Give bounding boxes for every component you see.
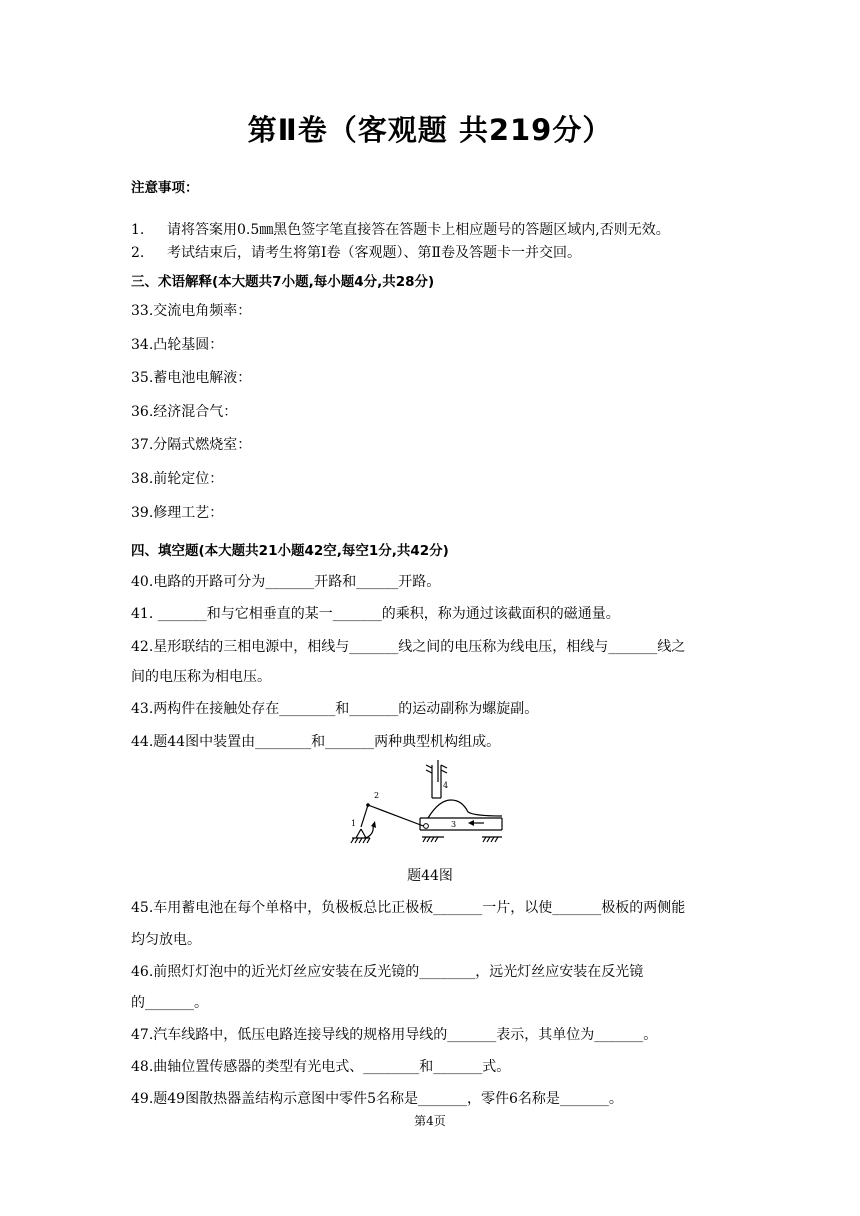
page-number: 第4页 <box>414 1114 446 1128</box>
question-47: 47.汽车线路中，低压电路连接导线的规格用导线的_______表示，其单位为_______。 <box>131 1027 658 1043</box>
question-43: 43.两构件在接触处存在________和_______的运动副称为螺旋副。 <box>131 701 539 717</box>
page-title: 第Ⅱ卷（客观题 共219分） <box>247 113 613 147</box>
figure-44-caption: 题44图 <box>407 868 453 884</box>
figure-44-mechanism-diagram <box>344 760 514 846</box>
figure-label-3: 3 <box>451 820 457 829</box>
question-36: 36.经济混合气： <box>131 404 238 420</box>
question-37: 37.分隔式燃烧室： <box>131 437 252 453</box>
question-42-continued: 间的电压称为相电压。 <box>131 669 271 685</box>
section-3-heading: 三、术语解释(本大题共7小题,每小题4分,共28分) <box>131 274 435 290</box>
question-34: 34.凸轮基圆： <box>131 337 224 353</box>
question-41: 41. _______和与它相垂直的某一_______的乘积，称为通过该截面积的磁通量。 <box>131 606 620 622</box>
question-44: 44.题44图中装置由________和_______两种典型机构组成。 <box>131 734 501 750</box>
question-45-continued: 均匀放电。 <box>131 932 201 948</box>
question-49: 49.题49图散热器盖结构示意图中零件5名称是_______，零件6名称是_______。 <box>131 1091 623 1107</box>
question-46: 46.前照灯灯泡中的近光灯丝应安装在反光镜的________，远光灯丝应安装在反光镜 <box>131 964 644 980</box>
notice-text: 请将答案用0.5㎜黑色签字笔直接答在答题卡上相应题号的答题区域内,否则无效。 <box>167 222 670 238</box>
question-48: 48.曲轴位置传感器的类型有光电式、________和_______式。 <box>131 1059 511 1075</box>
figure-label-4: 4 <box>443 781 449 790</box>
question-39: 39.修理工艺： <box>131 505 224 521</box>
notice-number: 2. <box>131 245 145 261</box>
notice-item-1 <box>131 219 670 239</box>
section-4-heading: 四、填空题(本大题共21小题42空,每空1分,共42分) <box>131 543 449 559</box>
question-35: 35.蓄电池电解液： <box>131 370 252 386</box>
question-40: 40.电路的开路可分为_______开路和______开路。 <box>131 574 441 590</box>
figure-label-1: 1 <box>351 819 357 828</box>
question-38: 38.前轮定位： <box>131 471 224 487</box>
notice-heading: 注意事项： <box>131 180 199 196</box>
question-45: 45.车用蓄电池在每个单格中，负极板总比正极板_______一片，以使_______极板的两侧能 <box>131 900 686 916</box>
question-46-continued: 的_______。 <box>131 995 208 1011</box>
notice-text: 考试结束后，请考生将第Ⅰ卷（客观题）、第Ⅱ卷及答题卡一并交回。 <box>167 245 582 261</box>
notice-number: 1. <box>131 222 145 238</box>
question-33: 33.交流电角频率： <box>131 303 252 319</box>
figure-label-2: 2 <box>374 791 380 800</box>
question-42: 42.星形联结的三相电源中，相线与_______线之间的电压称为线电压，相线与_______线之 <box>131 639 686 655</box>
notice-item-2 <box>131 242 581 262</box>
